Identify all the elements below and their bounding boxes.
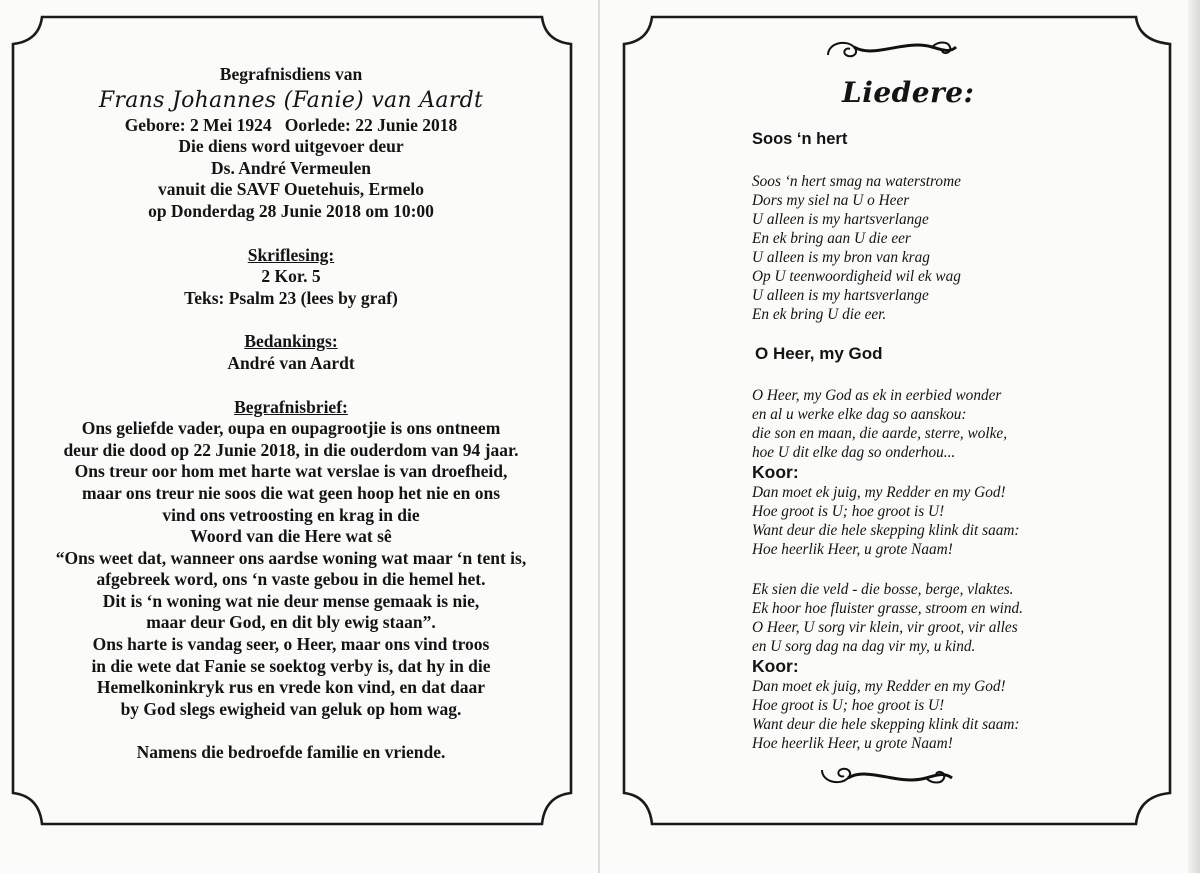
lyric-line: en al u werke elke dag so aanskou:	[752, 406, 967, 423]
lyric-line: U alleen is my bron van krag	[752, 249, 930, 266]
brief-closing: Namens die bedroefde familie en vriende.	[136, 742, 446, 763]
brief-line: Hemelkoninkryk rus en vrede kon vind, en dat daar	[96, 677, 486, 698]
service-by-line: Die diens word uitgevoer deur	[178, 136, 404, 157]
song-title-soos-n-hert: Soos ‘n hert	[752, 130, 848, 148]
koor-label: Koor:	[752, 656, 799, 676]
lyric-line: Ek sien die veld - die bosse, berge, vlaktes.	[752, 581, 1014, 598]
koor-label: Koor:	[752, 462, 799, 482]
skriflesing-heading: Skriflesing:	[247, 244, 335, 265]
lyric-line: Hoe heerlik Heer, u grote Naam!	[752, 541, 953, 558]
song-verse	[752, 386, 1007, 462]
skriflesing-text: Teks: Psalm 23 (lees by graf)	[184, 287, 398, 308]
song-verse	[752, 172, 961, 324]
birth-death-dates: Gebore: 2 Mei 1924 Oorlede: 22 Junie 2018	[124, 114, 458, 135]
song-title-o-heer-my-god: O Heer, my God	[755, 344, 883, 363]
brief-line: by God slegs ewigheid van geluk op hom wag.	[120, 698, 462, 719]
begrafnisbrief-heading: Begrafnisbrief:	[234, 396, 348, 417]
service-datetime: op Donderdag 28 Junie 2018 om 10:00	[148, 200, 434, 221]
lyric-line: U alleen is my hartsverlange	[752, 211, 929, 228]
skriflesing-reading: 2 Kor. 5	[261, 266, 321, 287]
brief-line: deur die dood op 22 Junie 2018, in die ouderdom van 94 jaar.	[63, 439, 519, 460]
lyric-line: Soos ‘n hert smag na waterstrome	[752, 173, 961, 190]
lyric-line: Dan moet ek juig, my Redder en my God!	[752, 678, 1006, 695]
lyric-line: O Heer, my God as ek in eerbied wonder	[752, 387, 1002, 404]
brief-line: Woord van die Here wat sê	[190, 526, 392, 547]
service-venue: vanuit die SAVF Ouetehuis, Ermelo	[158, 179, 424, 200]
minister-name: Ds. André Vermeulen	[211, 157, 371, 178]
bedankings-heading: Bedankings:	[244, 331, 338, 352]
lyric-line: Hoe groot is U; hoe groot is U!	[752, 503, 945, 520]
bedankings-name: André van Aardt	[227, 352, 355, 373]
lyric-line: U alleen is my hartsverlange	[752, 287, 929, 304]
lyric-line: Ek hoor hoe fluister grasse, stroom en wind.	[752, 600, 1023, 617]
koor-verse	[752, 483, 1020, 559]
liedere-title: Liedere:	[842, 76, 975, 109]
song-verse	[752, 580, 1023, 656]
service-title: Begrafnisdiens van	[219, 64, 363, 84]
brief-line: maar deur God, en dit bly ewig staan”.	[146, 612, 436, 633]
lyric-line: En ek bring aan U die eer	[752, 230, 911, 247]
brief-line: in die wete dat Fanie se soektog verby is, dat hy in die	[91, 655, 491, 676]
lyric-line: En ek bring U die eer.	[752, 306, 887, 323]
brief-line: Dit is ‘n woning wat nie deur mense gemaak is nie,	[102, 590, 480, 611]
brief-line: Ons geliefde vader, oupa en oupagrootjie is ons ontneem	[81, 418, 501, 439]
brief-line: Ons harte is vandag seer, o Heer, maar ons vind troos	[92, 634, 490, 655]
lyric-line: die son en maan, die aarde, sterre, wolke,	[752, 425, 1008, 442]
deceased-name: Frans Johannes (Fanie) van Aardt	[98, 87, 484, 113]
lyric-line: O Heer, U sorg vir klein, vir groot, vir alles	[752, 619, 1018, 636]
lyric-line: Want deur die hele skepping klink dit saam:	[752, 716, 1020, 733]
left-card	[28, 64, 554, 764]
brief-line: afgebreek word, ons ‘n vaste gebou in die hemel het.	[96, 569, 486, 590]
top-flourish-ornament	[824, 33, 960, 67]
brief-line: vind ons vetroosting en krag in die	[162, 504, 420, 525]
lyric-line: Dors my siel na U o Heer	[752, 192, 910, 209]
koor-verse	[752, 677, 1020, 753]
brief-line: “Ons weet dat, wanneer ons aardse woning wat maar ‘n tent is,	[55, 547, 527, 568]
lyric-line: Hoe heerlik Heer, u grote Naam!	[752, 735, 953, 752]
lyric-line: Op U teenwoordigheid wil ek wag	[752, 268, 961, 285]
lyric-line: Want deur die hele skepping klink dit saam:	[752, 522, 1020, 539]
lyric-line: Hoe groot is U; hoe groot is U!	[752, 697, 945, 714]
lyric-line: Dan moet ek juig, my Redder en my God!	[752, 484, 1006, 501]
brief-line: maar ons treur nie soos die wat geen hoop het nie en ons	[81, 482, 501, 503]
lyric-line: en U sorg dag na dag vir my, u kind.	[752, 638, 976, 655]
bottom-flourish-ornament	[818, 758, 958, 792]
brief-line: Ons treur oor hom met harte wat verslae is van droefheid,	[74, 461, 508, 482]
lyric-line: hoe U dit elke dag so onderhou...	[752, 444, 956, 461]
